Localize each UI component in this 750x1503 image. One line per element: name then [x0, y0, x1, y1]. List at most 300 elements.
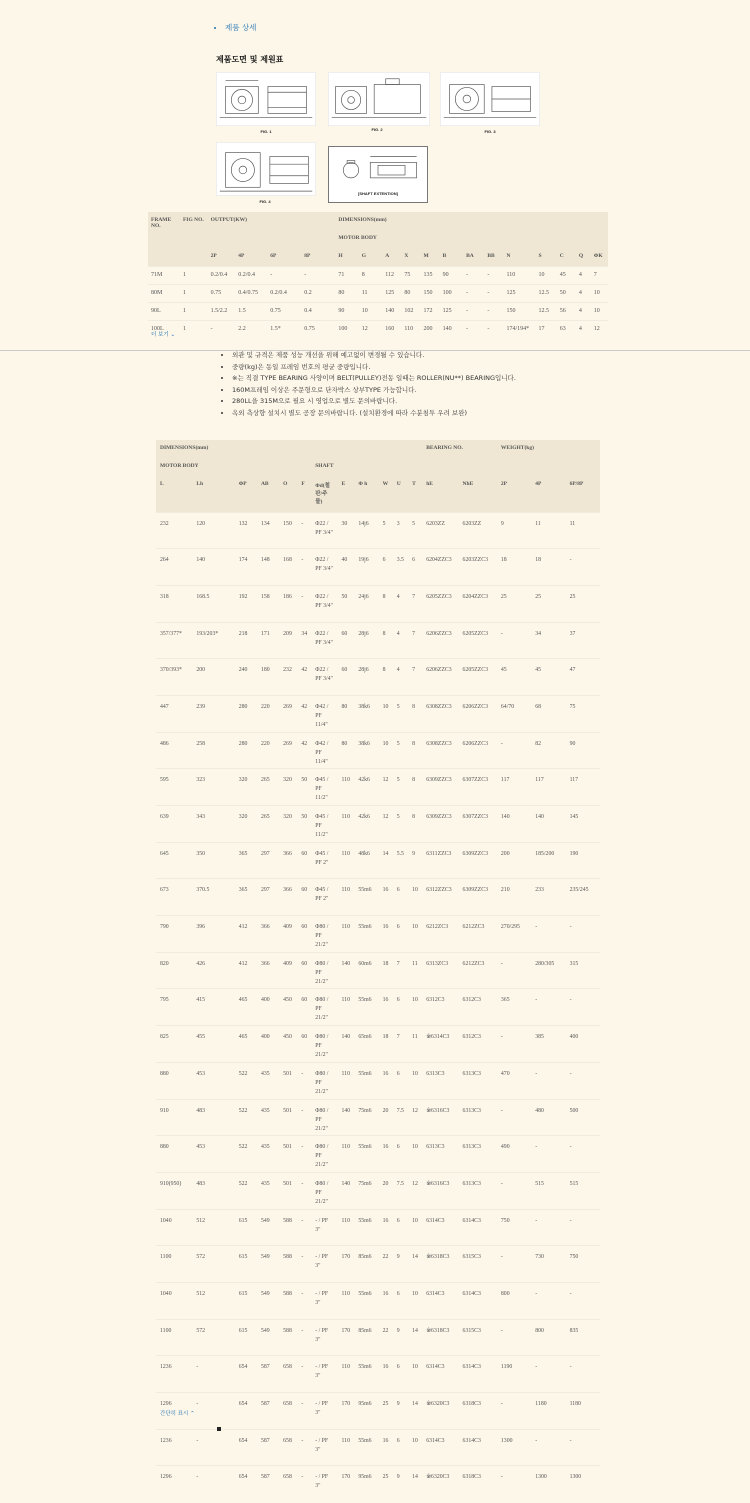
fig3-caption: FIG. 3: [484, 129, 496, 134]
table-cell: 280: [235, 695, 257, 732]
table-cell: -: [566, 1356, 600, 1393]
table-cell: 71M: [148, 266, 180, 284]
table-cell: 315: [566, 952, 600, 989]
table-cell: 6203ZZ: [422, 512, 458, 549]
table-cell: 320: [279, 769, 297, 806]
table-cell: 320: [235, 806, 257, 843]
table-cell: -: [497, 1099, 531, 1136]
table-cell: 10: [408, 1356, 422, 1393]
table-cell: 6313C3: [422, 1136, 458, 1173]
table-cell: 639: [156, 806, 192, 843]
table-cell: 18: [379, 952, 393, 989]
table-cell: 1040: [156, 1209, 192, 1246]
table-cell: 8: [408, 695, 422, 732]
table-cell: 1.5: [235, 302, 267, 320]
table-cell: 6: [393, 879, 408, 916]
table-cell: 587: [257, 1466, 279, 1503]
table-cell: 75: [401, 266, 420, 284]
table-cell: 0.75: [208, 284, 236, 302]
note-item: • 280LL을 315M으로 필요 시 영업으로 별도 문의바랍니다.: [232, 396, 532, 408]
table-cell: - / PF 3": [311, 1466, 337, 1503]
table-cell: 10: [535, 266, 556, 284]
table-cell: 8: [408, 769, 422, 806]
table-cell: Φ22 / PF 3/4": [311, 549, 337, 586]
table-cell: -: [297, 1319, 311, 1356]
table-cell: -: [566, 989, 600, 1026]
table-cell: 140: [497, 806, 531, 843]
table-cell: 40: [337, 549, 354, 586]
table-row: [156, 1062, 600, 1099]
table-cell: 7: [408, 659, 422, 696]
table-cell: 297: [257, 879, 279, 916]
table-cell: 6204ZZC3: [422, 549, 458, 586]
table-cell: 28j6: [354, 622, 378, 659]
tab-product-detail[interactable]: • 제품 상세: [225, 22, 256, 33]
table-cell: 50: [557, 284, 576, 302]
table-cell: 200: [497, 842, 531, 879]
th-motor-body-2: MOTOR BODY: [156, 458, 311, 476]
shaft-extension-caption: [SHAFT EXTENTION]: [358, 191, 398, 196]
table-cell: 6313C3: [459, 1062, 497, 1099]
table-cell: 6312C3: [422, 989, 458, 1026]
table-cell: 60: [297, 842, 311, 879]
table-cell: 10: [408, 1062, 422, 1099]
table-cell: 210: [497, 879, 531, 916]
table-cell: 5: [393, 806, 408, 843]
table-cell: 658: [279, 1429, 297, 1466]
table-cell: 7.5: [393, 1172, 408, 1209]
table-cell: -: [531, 916, 565, 953]
table-cell: 587: [257, 1393, 279, 1430]
th-output: OUTPUT(KW): [208, 212, 336, 248]
th-col: N: [504, 248, 536, 266]
table-cell: 1040: [156, 1282, 192, 1319]
th-col: 6P/8P: [566, 476, 600, 512]
table-cell: 16: [379, 879, 393, 916]
table-cell: 9: [393, 1246, 408, 1283]
fig2-caption: FIG. 2: [371, 127, 383, 132]
table-cell: 9: [393, 1319, 408, 1356]
table-cell: 385: [531, 1026, 565, 1063]
table-cell: 572: [192, 1319, 234, 1356]
table-cell: 25: [566, 585, 600, 622]
table-cell: 549: [257, 1246, 279, 1283]
table-row: [156, 1209, 600, 1246]
table-cell: 20: [379, 1099, 393, 1136]
table-cell: 47: [566, 659, 600, 696]
table-cell: 350: [192, 842, 234, 879]
table-cell: 265: [257, 769, 279, 806]
table-cell: - / PF 3": [311, 1209, 337, 1246]
table-cell: 0.4/0.75: [235, 284, 267, 302]
table-cell: 4: [576, 284, 591, 302]
table-cell: 549: [257, 1282, 279, 1319]
table-cell: 366: [257, 952, 279, 989]
table-cell: 50: [297, 769, 311, 806]
table-cell: 7: [591, 266, 608, 284]
table-cell: 80: [337, 695, 354, 732]
table-row: [156, 1429, 600, 1466]
table-cell: 55m6: [354, 1356, 378, 1393]
table-cell: 820: [156, 952, 192, 989]
table-cell: 297: [257, 842, 279, 879]
table-cell: 1: [180, 320, 208, 338]
table-cell: 110: [504, 266, 536, 284]
table-cell: 12: [591, 320, 608, 338]
table-cell: 186: [279, 585, 297, 622]
table-cell: -: [497, 732, 531, 769]
table-cell: 6205ZZC3: [459, 622, 497, 659]
table-cell: 1236: [156, 1429, 192, 1466]
table-cell: 400: [566, 1026, 600, 1063]
table-cell: 320: [235, 769, 257, 806]
table-cell: 588: [279, 1319, 297, 1356]
th-col: W: [379, 476, 393, 512]
table-cell: 132: [235, 512, 257, 549]
notes-list: [232, 350, 532, 419]
table-cell: 343: [192, 806, 234, 843]
table-cell: 7.5: [393, 1099, 408, 1136]
table-cell: 60: [297, 1026, 311, 1063]
table-cell: 6307ZZC3: [459, 806, 497, 843]
table-cell: Φ80 / PF 21/2": [311, 1136, 337, 1173]
table-cell: 42: [297, 732, 311, 769]
table-cell: 6309ZZC3: [422, 806, 458, 843]
table-cell: 140: [192, 549, 234, 586]
table-cell: 232: [279, 659, 297, 696]
table-row: [156, 1466, 600, 1503]
table-cell: -: [297, 1062, 311, 1099]
spec-table-dimensions: [156, 440, 600, 1503]
table-cell: ※6318C3: [422, 1319, 458, 1356]
table-cell: 125: [382, 284, 401, 302]
table-cell: 587: [257, 1356, 279, 1393]
table-cell: 110: [337, 1429, 354, 1466]
table-cell: -: [566, 1136, 600, 1173]
table-cell: Φ80 / PF 21/2": [311, 989, 337, 1026]
table-cell: 170: [337, 1246, 354, 1283]
table-cell: 615: [235, 1319, 257, 1356]
table-cell: 25: [497, 585, 531, 622]
table-cell: 269: [279, 732, 297, 769]
table-cell: 1180: [531, 1393, 565, 1430]
table-cell: 645: [156, 842, 192, 879]
table-row: [156, 1356, 600, 1393]
table-cell: 265: [257, 806, 279, 843]
table-cell: 1100: [156, 1246, 192, 1283]
table-cell: 6309ZZC3: [459, 842, 497, 879]
table-cell: -: [484, 284, 503, 302]
table-cell: 673: [156, 879, 192, 916]
table-cell: 110: [337, 769, 354, 806]
table-cell: 1296: [156, 1466, 192, 1503]
table-cell: 415: [192, 989, 234, 1026]
note-item: • 중량(kg)은 동일 프레임 번호의 평균 중량입니다.: [232, 362, 532, 374]
table-cell: 6314C3: [422, 1429, 458, 1466]
table-row: [156, 1136, 600, 1173]
table-cell: 6: [393, 1062, 408, 1099]
table-cell: 480: [531, 1099, 565, 1136]
table-cell: 90: [566, 732, 600, 769]
table-cell: ※6320C3: [422, 1466, 458, 1503]
table-cell: 0.4: [301, 302, 335, 320]
table-cell: 6212ZC3: [459, 952, 497, 989]
table-cell: 110: [337, 989, 354, 1026]
table-cell: 140: [337, 952, 354, 989]
th-col: BA: [463, 248, 484, 266]
table-cell: 1.5/2.2: [208, 302, 236, 320]
table-cell: 3: [393, 512, 408, 549]
table-cell: 10: [408, 879, 422, 916]
table-cell: 7: [408, 622, 422, 659]
table-cell: 1300: [531, 1466, 565, 1503]
table-cell: 12: [359, 320, 382, 338]
table-cell: 150: [421, 284, 440, 302]
table-cell: 50: [297, 806, 311, 843]
table-cell: 3.5: [393, 549, 408, 586]
table-row: [156, 1393, 600, 1430]
table-row: [156, 842, 600, 879]
th-col: A: [382, 248, 401, 266]
table-cell: 323: [192, 769, 234, 806]
table-cell: ※6318C3: [422, 1246, 458, 1283]
table-cell: 588: [279, 1209, 297, 1246]
table-cell: 55m6: [354, 1209, 378, 1246]
table-cell: -: [497, 1172, 531, 1209]
table-cell: 6312C3: [459, 989, 497, 1026]
table-cell: 6307ZZC3: [459, 769, 497, 806]
bullet-square-icon: [217, 1427, 221, 1431]
table-cell: 0.2/0.4: [208, 266, 236, 284]
table-cell: -: [531, 1356, 565, 1393]
table-cell: 140: [531, 806, 565, 843]
th-col: ΦK: [591, 248, 608, 266]
table-cell: 6313C3: [422, 1062, 458, 1099]
table-row: [156, 1099, 600, 1136]
table-cell: -: [531, 1136, 565, 1173]
show-less-link[interactable]: 간단히 표시 ⌃: [160, 1411, 195, 1417]
table-cell: 435: [257, 1172, 279, 1209]
table-cell: 85m6: [354, 1246, 378, 1283]
table-cell: 6206ZZC3: [459, 695, 497, 732]
table-row: [156, 1172, 600, 1209]
table-cell: 55m6: [354, 1062, 378, 1099]
table-cell: -: [192, 1466, 234, 1503]
table-cell: 95m6: [354, 1393, 378, 1430]
table-cell: 95m6: [354, 1466, 378, 1503]
table-cell: 835: [566, 1319, 600, 1356]
table-row: [156, 622, 600, 659]
th-col: E: [337, 476, 354, 512]
table-cell: 1300: [497, 1429, 531, 1466]
th-col: H: [335, 248, 358, 266]
table-cell: 6311ZZC3: [422, 842, 458, 879]
chevron-up-icon: ⌃: [190, 1411, 195, 1417]
table-cell: -: [192, 1429, 234, 1466]
table-cell: 42k6: [354, 769, 378, 806]
table-cell: 501: [279, 1136, 297, 1173]
table-cell: 110: [401, 320, 420, 338]
table-cell: 490: [497, 1136, 531, 1173]
table-cell: 4: [576, 320, 591, 338]
table-cell: 501: [279, 1172, 297, 1209]
table-cell: 12.5: [535, 302, 556, 320]
th-col: 2P: [497, 476, 531, 512]
fig4-caption: FIG. 4: [259, 199, 271, 204]
table-cell: 615: [235, 1209, 257, 1246]
table-cell: 16: [379, 1282, 393, 1319]
table-row: [156, 695, 600, 732]
table-cell: 10: [408, 1429, 422, 1466]
table-cell: 134: [257, 512, 279, 549]
show-more-link[interactable]: 더 보기 ⌄: [151, 332, 176, 338]
table-cell: 6312ZZC3: [422, 879, 458, 916]
th-col: Φ h: [354, 476, 378, 512]
table-cell: 587: [257, 1429, 279, 1466]
table-cell: 120: [192, 512, 234, 549]
table-cell: 6314C3: [459, 1209, 497, 1246]
table-cell: 522: [235, 1136, 257, 1173]
table-cell: 6313C3: [459, 1136, 497, 1173]
table-cell: 435: [257, 1099, 279, 1136]
table-cell: -: [566, 549, 600, 586]
table-cell: 11: [359, 284, 382, 302]
table-cell: ※6320C3: [422, 1393, 458, 1430]
table-cell: -: [208, 320, 236, 338]
table-cell: 790: [156, 916, 192, 953]
table-cell: 220: [257, 695, 279, 732]
table-cell: Φ22 / PF 3/4": [311, 512, 337, 549]
table-cell: 522: [235, 1099, 257, 1136]
table-cell: 48k6: [354, 842, 378, 879]
table-cell: 1300: [566, 1466, 600, 1503]
table-cell: - / PF 3": [311, 1319, 337, 1356]
table-cell: 11: [531, 512, 565, 549]
table-cell: -: [531, 1062, 565, 1099]
table-cell: 110: [337, 916, 354, 953]
table-cell: 795: [156, 989, 192, 1026]
th-dimensions: DIMENSIONS(mm): [335, 212, 608, 230]
table-cell: 171: [257, 622, 279, 659]
table-cell: 16: [379, 1062, 393, 1099]
table-cell: - / PF 3": [311, 1356, 337, 1393]
th-col: S: [535, 248, 556, 266]
table-cell: -: [566, 1282, 600, 1319]
table-cell: 6206ZZC3: [459, 732, 497, 769]
th-dimensions-2: DIMENSIONS(mm): [156, 440, 422, 458]
table-cell: 110: [337, 1062, 354, 1099]
table-cell: 80: [337, 732, 354, 769]
table-cell: 6309ZZC3: [422, 769, 458, 806]
table-cell: 45: [557, 266, 576, 284]
table-cell: 6: [393, 1356, 408, 1393]
table-row: [156, 989, 600, 1026]
table-cell: -: [297, 1356, 311, 1393]
table-cell: 7: [408, 585, 422, 622]
table-cell: 14j6: [354, 512, 378, 549]
table-cell: 501: [279, 1099, 297, 1136]
table-cell: 180: [257, 659, 279, 696]
table-cell: 0.75: [301, 320, 335, 338]
th-bearing: BEARING NO.: [422, 440, 497, 476]
table-cell: 28j6: [354, 659, 378, 696]
table-cell: 800: [497, 1282, 531, 1319]
table-cell: 6308ZZC3: [422, 732, 458, 769]
table-cell: 100: [440, 284, 463, 302]
table-cell: 82: [531, 732, 565, 769]
table-cell: 450: [279, 989, 297, 1026]
table-cell: 486: [156, 732, 192, 769]
table-cell: 10: [408, 1209, 422, 1246]
table-cell: 22: [379, 1246, 393, 1283]
spec-table-frame-output-container: [148, 212, 608, 332]
table-cell: 447: [156, 695, 192, 732]
table-cell: 6212ZC3: [422, 916, 458, 953]
table-cell: 14: [408, 1246, 422, 1283]
table-cell: 60: [337, 659, 354, 696]
table-cell: 588: [279, 1246, 297, 1283]
table-cell: 192: [235, 585, 257, 622]
table-cell: 615: [235, 1246, 257, 1283]
table-cell: 465: [235, 989, 257, 1026]
table-cell: 366: [257, 916, 279, 953]
table-cell: -: [297, 549, 311, 586]
table-cell: 6205ZZC3: [422, 585, 458, 622]
table-cell: 4: [393, 585, 408, 622]
table-cell: 6204ZZC3: [459, 585, 497, 622]
table-cell: 110: [337, 879, 354, 916]
table-cell: 1296: [156, 1393, 192, 1430]
table-cell: Φ42 / PF 11/4": [311, 695, 337, 732]
product-detail-tab[interactable]: [225, 22, 256, 33]
table-cell: 0.2/0.4: [267, 284, 301, 302]
table-cell: 45: [531, 659, 565, 696]
table-cell: 34: [531, 622, 565, 659]
table-cell: 11: [408, 952, 422, 989]
table-cell: -: [531, 1429, 565, 1466]
table-cell: 515: [566, 1172, 600, 1209]
table-row: [156, 549, 600, 586]
table-cell: 8: [379, 585, 393, 622]
motor-drawing-fig2: [328, 72, 430, 126]
table-cell: 220: [257, 732, 279, 769]
th-col: F: [297, 476, 311, 512]
table-cell: 60: [297, 989, 311, 1026]
table-cell: 6314C3: [459, 1282, 497, 1319]
table-cell: 90: [440, 266, 463, 284]
table-cell: 6: [393, 1429, 408, 1466]
table-cell: 1: [180, 284, 208, 302]
table-cell: 168: [279, 549, 297, 586]
table-cell: -: [297, 1246, 311, 1283]
table-cell: 470: [497, 1062, 531, 1099]
table-cell: 140: [337, 1172, 354, 1209]
table-cell: Φ80 / PF 21/2": [311, 952, 337, 989]
table-cell: -: [297, 512, 311, 549]
table-cell: 18: [531, 549, 565, 586]
table-cell: 654: [235, 1429, 257, 1466]
th-col: 4P: [235, 248, 267, 266]
table-cell: 12: [408, 1172, 422, 1209]
th-col: 8P: [301, 248, 335, 266]
table-cell: 357/377*: [156, 622, 192, 659]
note-item: • 외관 및 규격은 제품 성능 개선을 위해 예고없이 변경될 수 있습니다.: [232, 350, 532, 362]
table-cell: 140: [337, 1026, 354, 1063]
table-cell: 1180: [566, 1393, 600, 1430]
table-cell: 16: [379, 1136, 393, 1173]
table-cell: 37: [566, 622, 600, 659]
table-cell: Φ22 / PF 3/4": [311, 585, 337, 622]
